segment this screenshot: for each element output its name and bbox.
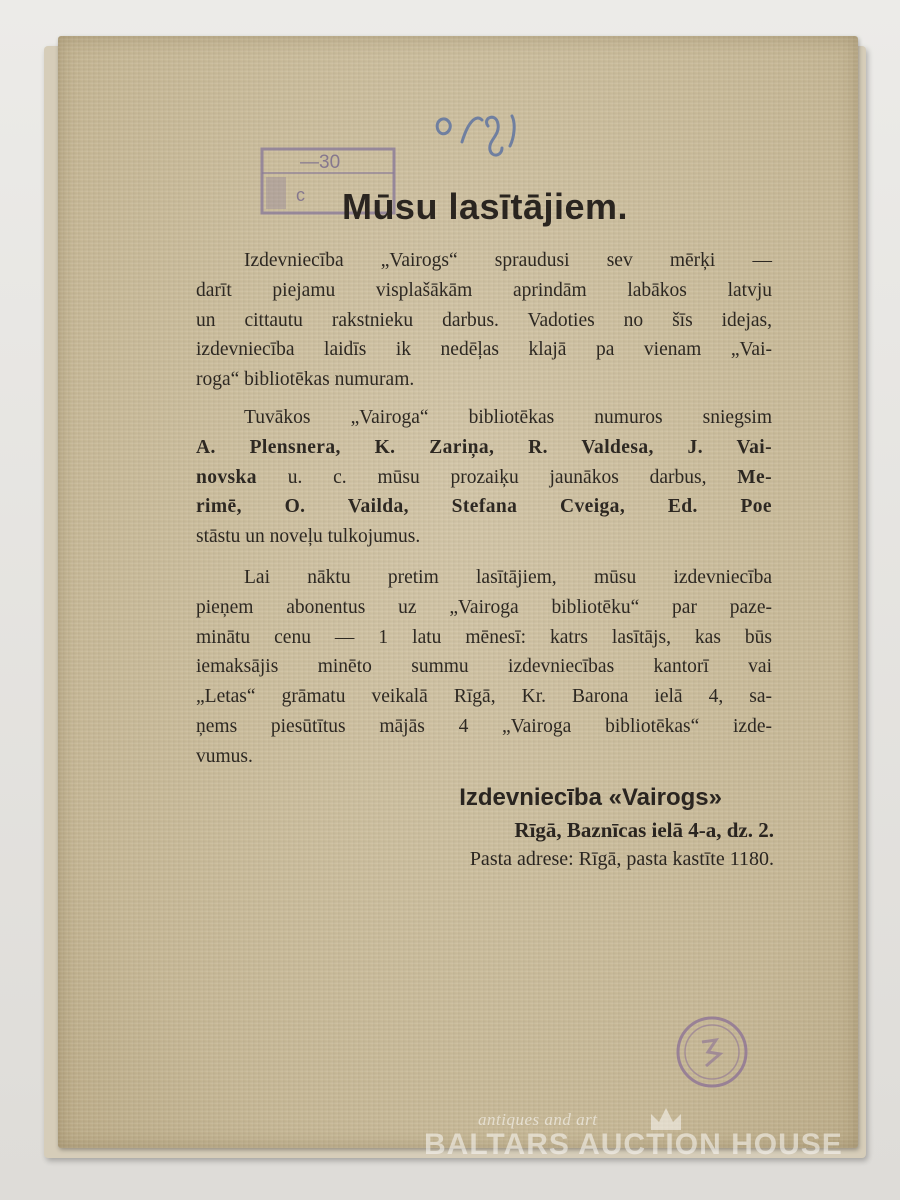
text-line xyxy=(196,492,772,522)
page-title: Mūsu lasītājiem. xyxy=(341,186,629,227)
text-line xyxy=(196,463,772,493)
text-line: vumus. xyxy=(196,745,253,767)
text-line: darīt piejamu visplašākām aprindām labākos latvju xyxy=(196,279,772,301)
handwritten-note-scribble xyxy=(432,102,532,162)
text-line: Izdevniecība „Vairogs“ spraudusi sev mērķi — xyxy=(244,250,772,271)
text-line: un cittautu rakstnieku darbus. Vadoties no šīs idejas, xyxy=(196,309,772,331)
price-stamp-line2: c xyxy=(296,185,305,205)
text-line: Tuvākos „Vairoga“ bibliotēkas numuros sniegsim xyxy=(244,407,772,428)
paragraph-3 xyxy=(196,563,772,772)
publisher-name: Izdevniecība «Vairogs» xyxy=(459,784,722,811)
text-line xyxy=(196,433,772,463)
paragraph-2 xyxy=(196,403,772,552)
author-names: Me- xyxy=(737,466,772,488)
round-stamp xyxy=(672,1012,752,1092)
paragraph-1 xyxy=(196,246,772,395)
text-line: minātu cenu — 1 latu mēnesī: katrs lasītājs, kas būs xyxy=(196,626,772,648)
text-line: „Letas“ grāmatu veikalā Rīgā, Kr. Barona ielā 4, sa- xyxy=(196,686,772,708)
text-fragment: u. c. mūsu prozaiķu jaunākos darbus, xyxy=(256,466,738,488)
text-line: iemaksājis minēto summu izdevniecības kantorī vai xyxy=(196,656,772,678)
author-names: novska xyxy=(196,466,257,488)
watermark-logo-text: BALTARS AUCTION HOUSE xyxy=(424,1128,843,1161)
watermark-tagline: antiques and art xyxy=(478,1110,598,1129)
author-names: A. Plensnera, K. Zariņa, R. Valdesa, J. Vai- xyxy=(196,436,772,458)
text-line: stāstu un noveļu tulkojumus. xyxy=(196,526,421,548)
text-line: ņems piesūtītus mājās 4 „Vairoga bibliotēkas“ izde- xyxy=(196,715,772,737)
author-names: rimē, O. Vailda, Stefana Cveiga, Ed. Poe xyxy=(196,496,772,518)
text-line: Lai nāktu pretim lasītājiem, mūsu izdevniecība xyxy=(244,567,772,588)
publisher-address: Rīgā, Baznīcas ielā 4-a, dz. 2. xyxy=(514,818,774,842)
publisher-postal-address: Pasta adrese: Rīgā, pasta kastīte 1180. xyxy=(469,848,774,870)
text-line: pieņem abonentus uz „Vairoga bibliotēku“ par paze- xyxy=(196,596,772,618)
text-line: izdevniecība laidīs ik nedēļas klajā pa vienam „Vai- xyxy=(196,339,772,361)
price-stamp-line1: —30 xyxy=(300,152,341,173)
text-line: roga“ bibliotēkas numuram. xyxy=(196,369,415,391)
